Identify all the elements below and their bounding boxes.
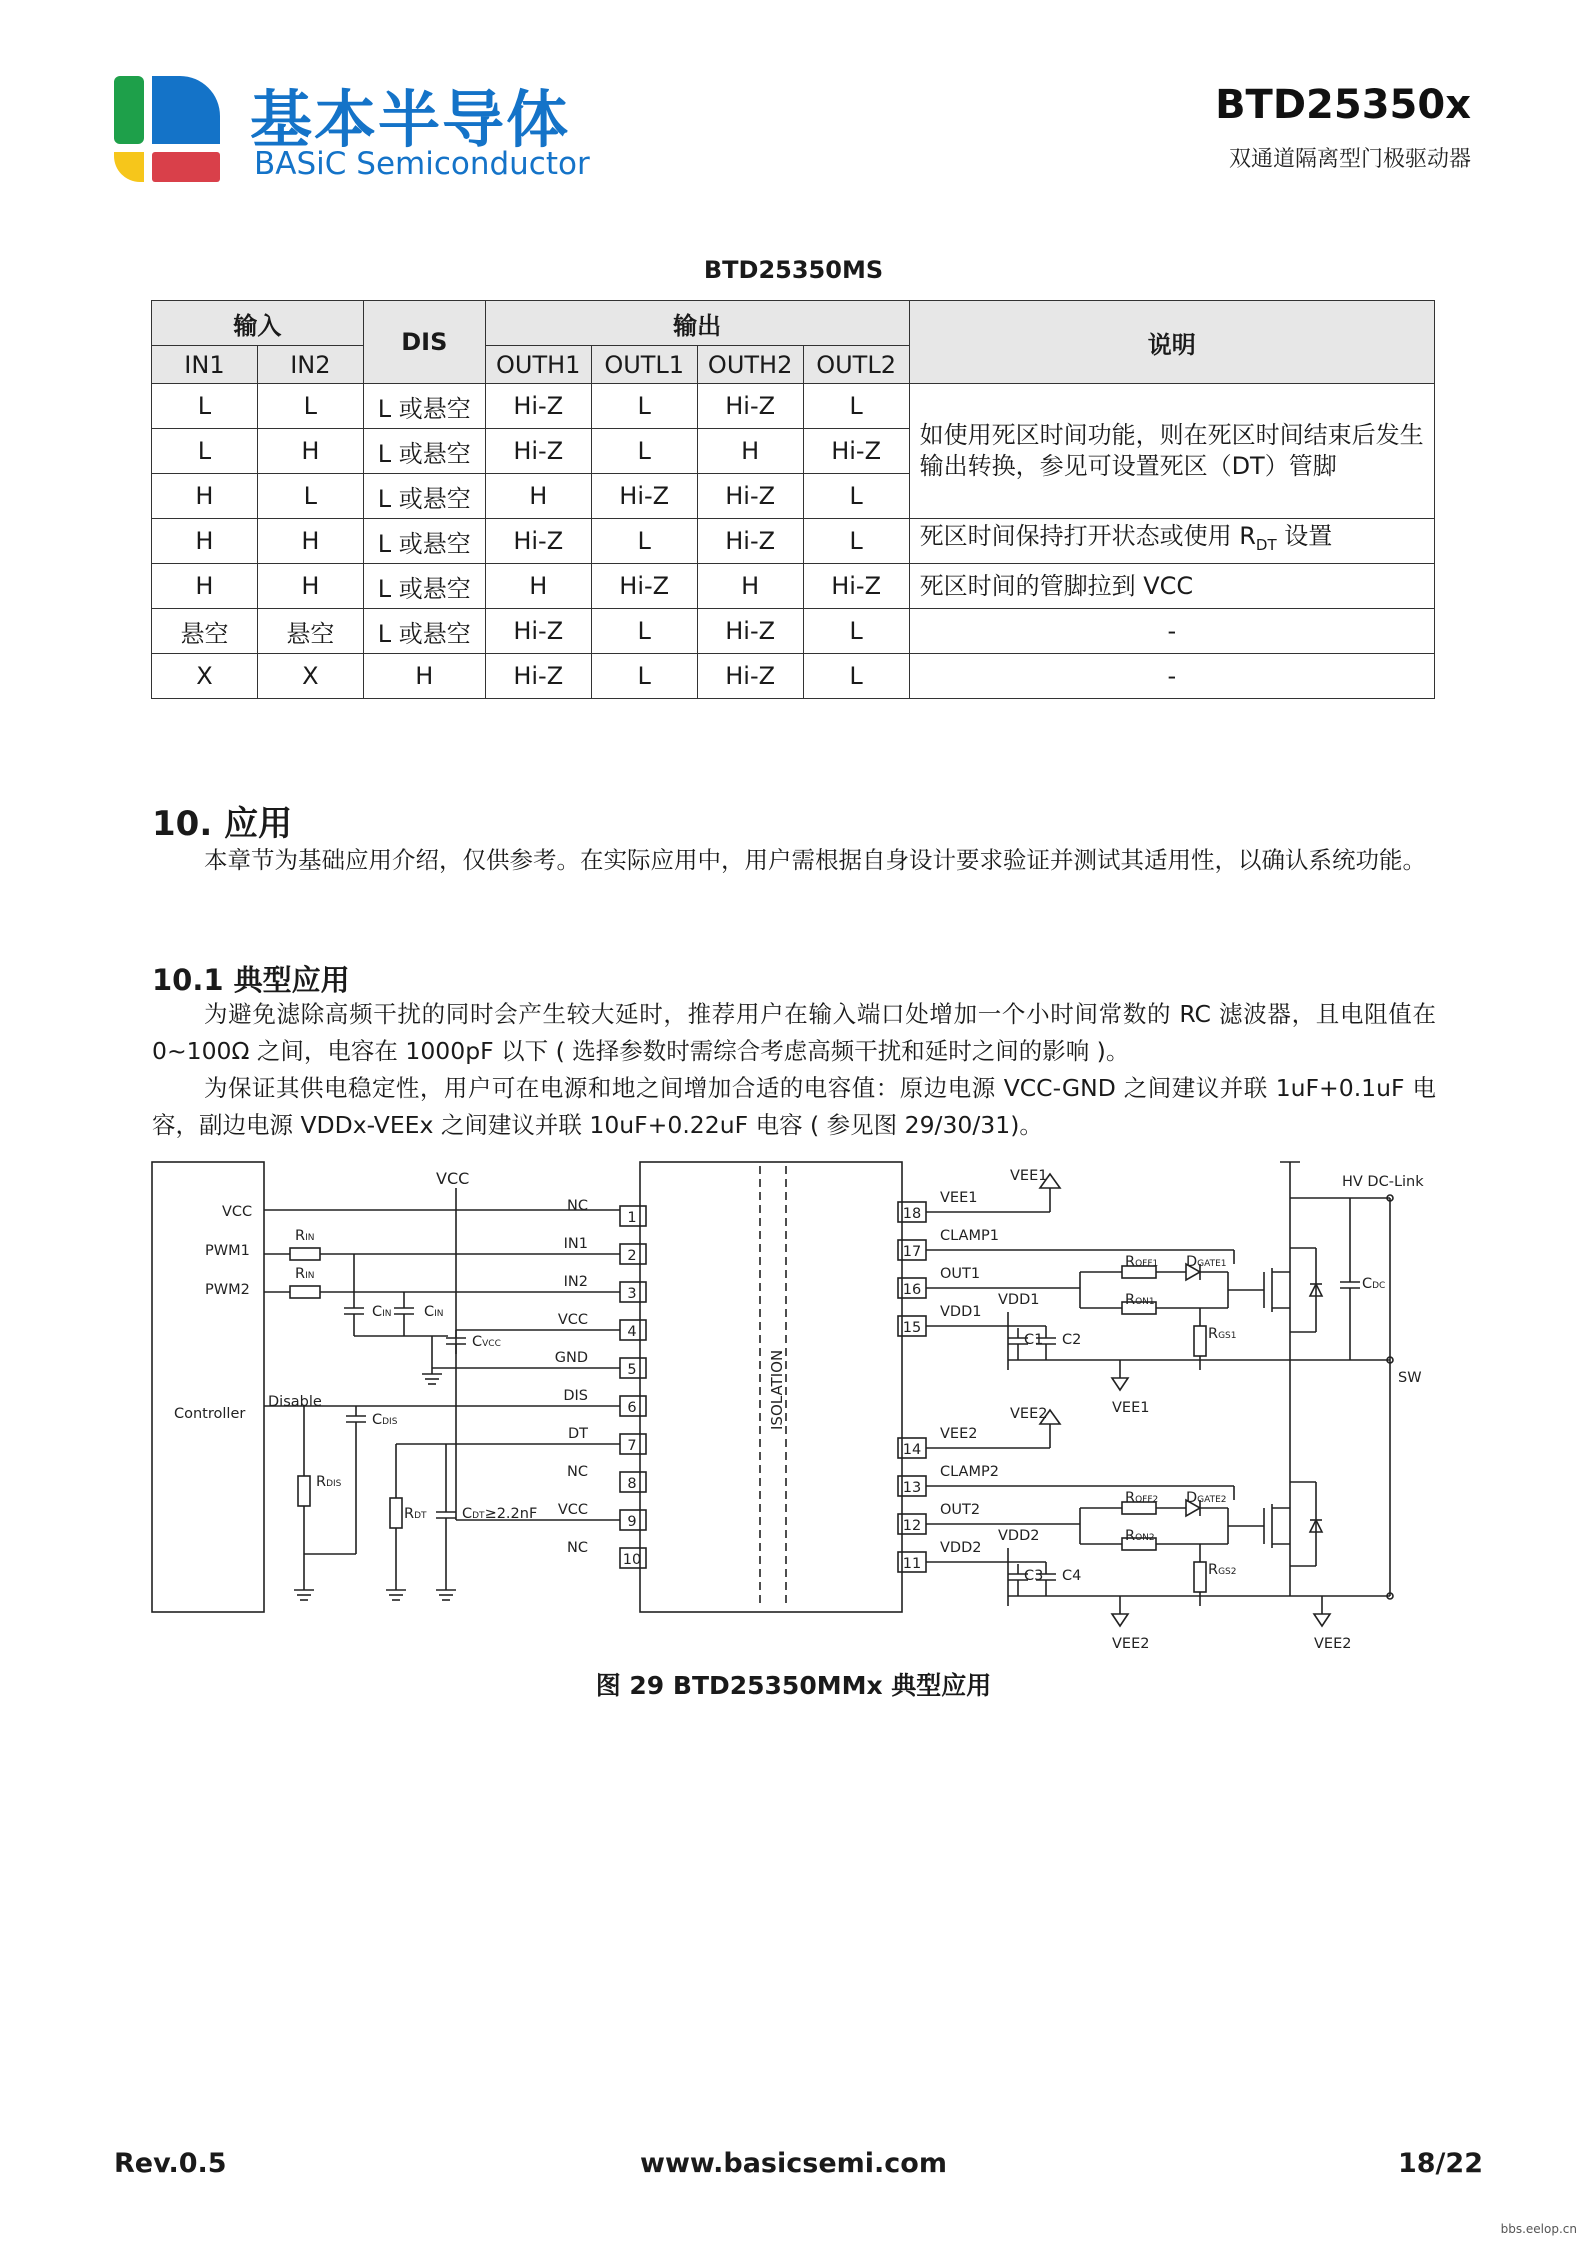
pin-number: 12 bbox=[902, 1518, 922, 1534]
cell: Hi-Z bbox=[803, 429, 909, 474]
company-logo-mark bbox=[114, 76, 220, 182]
cell: Hi-Z bbox=[697, 609, 803, 654]
pin-number: 2 bbox=[627, 1248, 637, 1264]
pin-name: IN1 bbox=[563, 1236, 588, 1252]
cell: L 或悬空 bbox=[363, 474, 485, 519]
table-row bbox=[152, 609, 1435, 654]
component-cdc: CDC bbox=[1362, 1276, 1386, 1292]
section-intro bbox=[152, 842, 1436, 879]
cell: L 或悬空 bbox=[363, 564, 485, 609]
component-roff1: ROFF1 bbox=[1125, 1254, 1159, 1270]
pin-name: IN2 bbox=[563, 1274, 588, 1290]
cell: L bbox=[591, 609, 697, 654]
pin-name: VCC bbox=[557, 1312, 588, 1328]
component-cin: CIN bbox=[424, 1304, 444, 1320]
secondary-side-wiring-ch1 bbox=[926, 1174, 1390, 1390]
component-c4: C4 bbox=[1062, 1568, 1082, 1584]
figure-caption: 图 29 BTD25350MMx 典型应用 bbox=[595, 1671, 992, 1700]
cell: H bbox=[152, 474, 258, 519]
net-vee2-top: VEE2 bbox=[1010, 1406, 1048, 1422]
half-bridge-power-stage bbox=[1264, 1162, 1393, 1599]
header-outh2: OUTH2 bbox=[697, 346, 803, 384]
pin-name: VEE1 bbox=[940, 1190, 978, 1206]
ctrl-pin-vcc: VCC bbox=[222, 1204, 253, 1220]
pin-number: 11 bbox=[902, 1556, 922, 1572]
part-number: BTD25350x bbox=[1215, 82, 1471, 128]
cell: Hi-Z bbox=[485, 384, 591, 429]
website-link[interactable]: www.basicsemi.com bbox=[640, 2148, 947, 2179]
controller-label: Controller bbox=[174, 1406, 246, 1422]
component-rdt: RDT bbox=[404, 1506, 427, 1522]
cell: H bbox=[152, 564, 258, 609]
cell: 悬空 bbox=[152, 609, 258, 654]
component-rin: RIN bbox=[295, 1228, 315, 1244]
header-outl2: OUTL2 bbox=[803, 346, 909, 384]
header-in1: IN1 bbox=[152, 346, 258, 384]
pin-name: CLAMP1 bbox=[940, 1228, 999, 1244]
pin-name: NC bbox=[567, 1464, 588, 1480]
isolation-label: ISOLATION bbox=[768, 1349, 786, 1430]
note-text: 设置 bbox=[1276, 522, 1333, 551]
pin-number: 3 bbox=[627, 1286, 637, 1302]
header-output: 输出 bbox=[485, 301, 909, 346]
cell: Hi-Z bbox=[591, 564, 697, 609]
net-vdd1: VDD1 bbox=[998, 1292, 1040, 1308]
cell: L bbox=[803, 474, 909, 519]
cell: L bbox=[803, 384, 909, 429]
pin-name: DIS bbox=[563, 1388, 588, 1404]
pin-number: 7 bbox=[627, 1438, 637, 1454]
cell: L bbox=[257, 384, 363, 429]
cell: H bbox=[257, 564, 363, 609]
company-name-en: BASiC Semiconductor bbox=[254, 146, 590, 182]
ctrl-pin-pwm2: PWM2 bbox=[205, 1282, 250, 1298]
note-text: 死区时间保持打开状态或使用 R bbox=[919, 522, 1256, 551]
pin-name: CLAMP2 bbox=[940, 1464, 999, 1480]
cell: Hi-Z bbox=[485, 429, 591, 474]
cell: L bbox=[257, 474, 363, 519]
header-description: 说明 bbox=[909, 301, 1434, 384]
pin-number: 13 bbox=[902, 1480, 922, 1496]
cell: L bbox=[591, 519, 697, 564]
note-sub: DT bbox=[1255, 535, 1277, 554]
component-ron1: RON1 bbox=[1125, 1292, 1155, 1308]
cell: H bbox=[697, 429, 803, 474]
net-vdd2: VDD2 bbox=[998, 1528, 1040, 1544]
net-vee1-top: VEE1 bbox=[1010, 1168, 1048, 1184]
pin-number: 4 bbox=[627, 1324, 637, 1340]
header-outh1: OUTH1 bbox=[485, 346, 591, 384]
paragraph-rc-filter: 为避免滤除高频干扰的同时会产生较大延时，推荐用户在输入端口处增加一个小时间常数的 RC 滤波器，且电阻值在 0~100Ω 之间，电容在 1000pF 以下 ( 选择参数时需综合考虑高频干扰和延时之间的影响 )。 bbox=[152, 1000, 1436, 1065]
pin-name: VCC bbox=[557, 1502, 588, 1518]
pin-name: OUT2 bbox=[940, 1502, 981, 1518]
watermark: bbs.eelop.cn bbox=[1500, 2222, 1577, 2236]
pin-name: GND bbox=[554, 1350, 588, 1366]
net-hv-dc-link: HV DC-Link bbox=[1342, 1174, 1424, 1190]
cell: X bbox=[257, 654, 363, 699]
header-input: 输入 bbox=[152, 301, 364, 346]
cell: H bbox=[363, 654, 485, 699]
intro-paragraph: 本章节为基础应用介绍，仅供参考。在实际应用中，用户需根据自身设计要求验证并测试其适用性，以确认系统功能。 bbox=[204, 846, 1426, 874]
ctrl-pin-disable: Disable bbox=[268, 1394, 322, 1410]
cell: L bbox=[152, 384, 258, 429]
cell: L bbox=[591, 429, 697, 474]
cell: L bbox=[803, 609, 909, 654]
net-vee2-rail: VEE2 bbox=[1314, 1636, 1352, 1652]
cell: L bbox=[591, 654, 697, 699]
top-vcc-label: VCC bbox=[436, 1169, 470, 1188]
pin-number: 8 bbox=[627, 1476, 637, 1492]
table-row bbox=[152, 564, 1435, 609]
company-name-cn: 基本半导体 bbox=[250, 83, 571, 156]
pin-name: VEE2 bbox=[940, 1426, 978, 1442]
section-heading: 10. 应用 bbox=[152, 804, 293, 844]
cell: X bbox=[152, 654, 258, 699]
note-empty: - bbox=[909, 609, 1434, 654]
cell: H bbox=[697, 564, 803, 609]
pin-number: 16 bbox=[902, 1282, 922, 1298]
cell: Hi-Z bbox=[485, 609, 591, 654]
component-c3: C3 bbox=[1024, 1568, 1044, 1584]
cell: L bbox=[591, 384, 697, 429]
component-dgate2: DGATE2 bbox=[1186, 1490, 1227, 1506]
pin-number: 15 bbox=[902, 1320, 922, 1336]
cell: L bbox=[803, 654, 909, 699]
pin-number: 14 bbox=[902, 1442, 922, 1458]
pin-name: VDD2 bbox=[940, 1540, 982, 1556]
cell: Hi-Z bbox=[697, 474, 803, 519]
component-cdis: CDIS bbox=[372, 1412, 398, 1428]
pin-name: VDD1 bbox=[940, 1304, 982, 1320]
net-sw: SW bbox=[1398, 1370, 1422, 1386]
cell: H bbox=[485, 564, 591, 609]
revision-label: Rev.0.5 bbox=[114, 2148, 227, 2179]
note-deadtime-transition: 如使用死区时间功能，则在死区时间结束后发生输出转换，参见可设置死区（DT）管脚 bbox=[909, 384, 1434, 519]
cell: H bbox=[257, 429, 363, 474]
pin-name: DT bbox=[567, 1426, 588, 1442]
component-rin: RIN bbox=[295, 1266, 315, 1282]
net-vee1-bottom: VEE1 bbox=[1112, 1400, 1150, 1416]
cell: Hi-Z bbox=[485, 654, 591, 699]
component-cdt: CDT≥2.2nF bbox=[462, 1506, 538, 1522]
pin-name: NC bbox=[567, 1540, 588, 1556]
component-rgs2: RGS2 bbox=[1208, 1562, 1237, 1578]
part-description: 双通道隔离型门极驱动器 bbox=[1228, 147, 1471, 172]
pin-number: 18 bbox=[902, 1206, 922, 1222]
note-deadtime-vcc: 死区时间的管脚拉到 VCC bbox=[909, 564, 1434, 609]
cell: L bbox=[803, 519, 909, 564]
cell: Hi-Z bbox=[803, 564, 909, 609]
cell: H bbox=[152, 519, 258, 564]
note-empty: - bbox=[909, 654, 1434, 699]
component-cvcc: CVCC bbox=[472, 1334, 501, 1350]
cell: Hi-Z bbox=[697, 519, 803, 564]
subsection-heading: 10.1 典型应用 bbox=[152, 963, 350, 997]
cell: 悬空 bbox=[257, 609, 363, 654]
component-c1: C1 bbox=[1024, 1332, 1044, 1348]
cell: Hi-Z bbox=[697, 654, 803, 699]
net-vee2-bottom: VEE2 bbox=[1112, 1636, 1150, 1652]
cell: H bbox=[485, 474, 591, 519]
cell: L 或悬空 bbox=[363, 609, 485, 654]
page-number: 18/22 bbox=[1397, 2148, 1483, 2179]
ctrl-pin-pwm1: PWM1 bbox=[205, 1243, 250, 1259]
cell: H bbox=[257, 519, 363, 564]
component-ron2: RON2 bbox=[1125, 1528, 1155, 1544]
component-cin: CIN bbox=[372, 1304, 392, 1320]
component-rgs1: RGS1 bbox=[1208, 1326, 1237, 1342]
pin-number: 5 bbox=[627, 1362, 637, 1378]
cell: L 或悬空 bbox=[363, 384, 485, 429]
subsection-body bbox=[152, 996, 1436, 1144]
pin-number: 10 bbox=[622, 1552, 642, 1568]
component-dgate1: DGATE1 bbox=[1186, 1254, 1227, 1270]
table-row bbox=[152, 654, 1435, 699]
cell: L bbox=[152, 429, 258, 474]
table-row bbox=[152, 384, 1435, 429]
component-rdis: RDIS bbox=[316, 1474, 342, 1490]
pin-number: 6 bbox=[627, 1400, 637, 1416]
pin-name: OUT1 bbox=[940, 1266, 981, 1282]
table-row bbox=[152, 519, 1435, 564]
cell: Hi-Z bbox=[697, 384, 803, 429]
header-outl1: OUTL1 bbox=[591, 346, 697, 384]
pin-number: 1 bbox=[627, 1210, 637, 1226]
cell: L 或悬空 bbox=[363, 429, 485, 474]
cell: Hi-Z bbox=[485, 519, 591, 564]
secondary-side-wiring-ch2 bbox=[926, 1410, 1390, 1626]
cell: L 或悬空 bbox=[363, 519, 485, 564]
pin-number: 17 bbox=[902, 1244, 922, 1260]
truth-table bbox=[151, 300, 1435, 699]
pin-number: 9 bbox=[627, 1514, 637, 1530]
header-dis: DIS bbox=[363, 301, 485, 384]
component-roff2: ROFF2 bbox=[1125, 1490, 1159, 1506]
pin-name: NC bbox=[567, 1198, 588, 1214]
paragraph-decoupling: 为保证其供电稳定性，用户可在电源和地之间增加合适的电容值：原边电源 VCC-GND 之间建议并联 1uF+0.1uF 电容，副边电源 VDDx-VEEx 之间建议并联 10uF+0.22uF 电容 ( 参见图 29/30/31)。 bbox=[152, 1074, 1436, 1139]
typical-application-schematic bbox=[150, 1160, 1440, 1670]
controller-box bbox=[152, 1162, 264, 1612]
note-deadtime-open bbox=[909, 519, 1434, 564]
cell: Hi-Z bbox=[591, 474, 697, 519]
table-title: BTD25350MS bbox=[703, 256, 884, 284]
component-c2: C2 bbox=[1062, 1332, 1082, 1348]
header-in2: IN2 bbox=[257, 346, 363, 384]
